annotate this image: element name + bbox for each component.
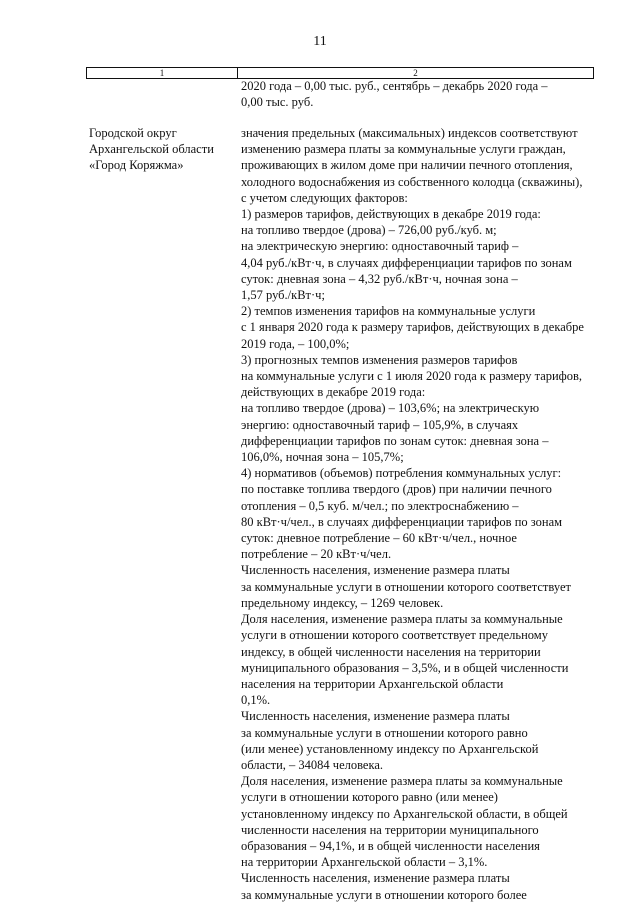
text-line: Городской округ xyxy=(89,126,177,140)
text-line: изменению размера платы за коммунальные услуги граждан, xyxy=(241,142,566,157)
text-line: 2) темпов изменения тарифов на коммунальные услуги xyxy=(241,304,536,319)
text-line: образования – 94,1%, и в общей численности населения xyxy=(241,838,540,853)
text-line: 0,00 тыс. руб. xyxy=(241,95,314,110)
text-line: за коммунальные услуги в отношении которого более xyxy=(241,887,527,902)
text-line: значения предельных (максимальных) индексов соответствуют xyxy=(241,126,578,140)
text-line: 4,04 руб./кВт·ч, в случаях дифференциации тарифов по зонам xyxy=(241,255,572,270)
text-line: муниципального образования – 3,5%, и в общей численности xyxy=(241,660,569,675)
text-line: на коммунальные услуги с 1 июля 2020 года к размеру тарифов, xyxy=(241,369,583,384)
text-line: холодного водоснабжения из собственного колодца (скважины), xyxy=(241,174,583,189)
text-line: суток: дневная зона – 4,32 руб./кВт·ч, ночная зона – xyxy=(241,271,518,286)
page-number: 11 xyxy=(313,34,327,49)
text-line: 1,57 руб./кВт·ч; xyxy=(241,288,325,303)
text-line: 3) прогнозных темпов изменения размеров тарифов xyxy=(241,352,518,367)
text-line: проживающих в жилом доме при наличии печного отопления, xyxy=(241,158,573,173)
text-line: 1) размеров тарифов, действующих в декабре 2019 года: xyxy=(241,207,541,222)
text-line: 106,0%, ночная зона – 105,7%; xyxy=(241,450,404,465)
text-line: 0,1%. xyxy=(241,693,271,708)
text-line: энергию: одноставочный тариф – 105,9%, в случаях xyxy=(241,417,519,432)
text-line: с 1 января 2020 года к размеру тарифов, действующих в декабре xyxy=(241,320,584,335)
text-line: 2020 года – 0,00 тыс. руб., сентябрь – декабрь 2020 года – xyxy=(241,79,548,93)
municipality-description xyxy=(241,125,606,903)
text-line: за коммунальные услуги в отношении которого соответствует xyxy=(241,579,571,594)
municipality-name xyxy=(89,125,239,174)
text-line: населения на территории Архангельской области xyxy=(241,676,504,691)
text-line: предельному индексу, – 1269 человек. xyxy=(241,595,444,610)
text-line: действующих в декабре 2019 года: xyxy=(241,385,426,400)
text-line: 4) нормативов (объемов) потребления коммунальных услуг: xyxy=(241,466,562,481)
text-line: дифференциации тарифов по зонам суток: дневная зона – xyxy=(241,433,549,448)
text-line: численности населения на территории муниципального xyxy=(241,822,539,837)
text-line: услуги в отношении которого соответствует предельному xyxy=(241,628,548,643)
text-line: (или менее) установленному индексу по Архангельской xyxy=(241,741,539,756)
text-line: по поставке топлива твердого (дров) при наличии печного xyxy=(241,482,552,497)
text-line: отопления – 0,5 куб. м/чел.; по электроснабжению – xyxy=(241,498,519,513)
table-header-col-2: 2 xyxy=(413,68,418,78)
text-line: Доля населения, изменение размера платы за коммунальные xyxy=(241,774,563,789)
text-line: 2019 года, – 100,0%; xyxy=(241,336,350,351)
table-header-col-1: 1 xyxy=(87,68,238,78)
text-line: Доля населения, изменение размера платы за коммунальные xyxy=(241,612,563,627)
text-line: услуги в отношении которого равно (или менее) xyxy=(241,790,498,805)
text-line: «Город Коряжма» xyxy=(89,158,184,173)
text-line: суток: дневное потребление – 60 кВт·ч/чел., ночное xyxy=(241,531,517,546)
text-line: Архангельской области xyxy=(89,142,214,157)
text-line: Численность населения, изменение размера платы xyxy=(241,871,510,886)
text-line: индексу, в общей численности населения на территории xyxy=(241,644,541,659)
text-line: Численность населения, изменение размера платы xyxy=(241,563,510,578)
text-line: потребление – 20 кВт·ч/чел. xyxy=(241,547,392,562)
text-line: области, – 34084 человека. xyxy=(241,757,384,772)
text-line: на топливо твердое (дрова) – 726,00 руб./куб. м; xyxy=(241,223,497,238)
text-line: 80 кВт·ч/чел., в случаях дифференциации тарифов по зонам xyxy=(241,514,563,529)
text-line: с учетом следующих факторов: xyxy=(241,190,408,205)
text-line: на электрическую энергию: одноставочный тариф – xyxy=(241,239,519,254)
text-line: за коммунальные услуги в отношении которого равно xyxy=(241,725,528,740)
text-line: на топливо твердое (дрова) – 103,6%; на электрическую xyxy=(241,401,540,416)
continued-text xyxy=(241,78,601,110)
text-line: установленному индексу по Архангельской области, в общей xyxy=(241,806,568,821)
text-line: на территории Архангельской области – 3,1%. xyxy=(241,855,488,870)
text-line: Численность населения, изменение размера платы xyxy=(241,709,510,724)
